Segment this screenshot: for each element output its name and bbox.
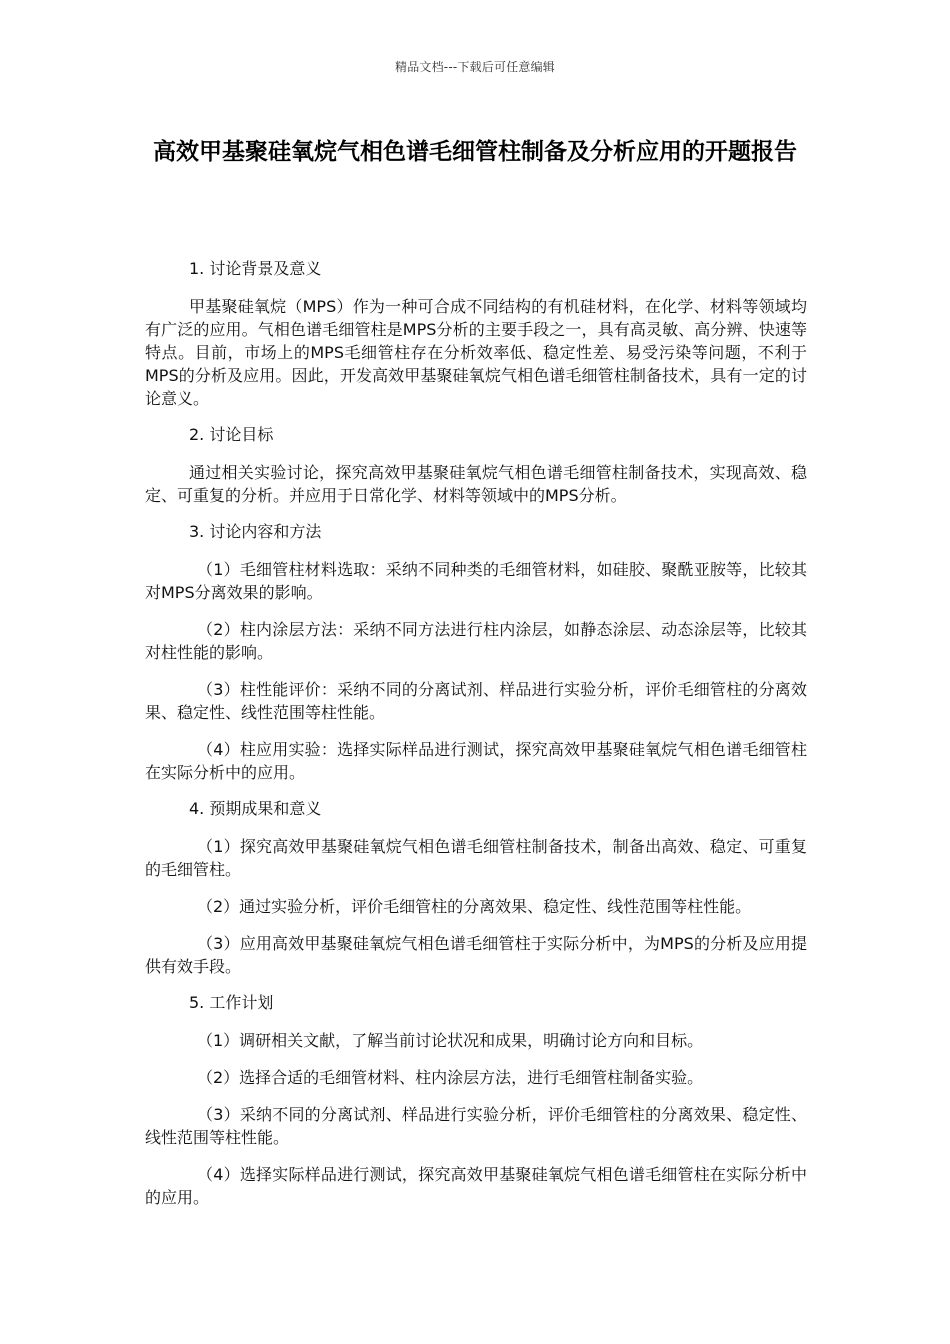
list-item: （2）通过实验分析，评价毛细管柱的分离效果、稳定性、线性范围等柱性能。 bbox=[197, 897, 752, 916]
section-heading-outcomes: 4. 预期成果和意义 bbox=[189, 799, 322, 818]
section-paragraph-background: 甲基聚硅氧烷（MPS）作为一种可合成不同结构的有机硅材料，在化学、材料等领域均有广泛的应用。气相色谱毛细管柱是MPS分析的主要手段之一，具有高灵敏、高分辨、快速等特点。目前，市场上的MPS毛细管柱存在分析效率低、稳定性差、易受污染等问题，不利于MPS的分析及应用。因此，开发高效甲基聚硅氧烷气相色谱毛细管柱制备技术，具有一定的讨论意义。 bbox=[145, 297, 807, 408]
list-item: （1）调研相关文献，了解当前讨论状况和成果，明确讨论方向和目标。 bbox=[197, 1031, 704, 1050]
list-item: （2）柱内涂层方法：采纳不同方法进行柱内涂层，如静态涂层、动态涂层等，比较其对柱性能的影响。 bbox=[145, 620, 807, 662]
document-title: 高效甲基聚硅氧烷气相色谱毛细管柱制备及分析应用的开题报告 bbox=[153, 139, 797, 165]
list-item: （4）选择实际样品进行测试，探究高效甲基聚硅氧烷气相色谱毛细管柱在实际分析中的应用。 bbox=[145, 1165, 807, 1207]
list-item: （3）应用高效甲基聚硅氧烷气相色谱毛细管柱于实际分析中，为MPS的分析及应用提供有效手段。 bbox=[145, 934, 807, 976]
section-heading-goals: 2. 讨论目标 bbox=[189, 425, 274, 444]
list-item: （3）采纳不同的分离试剂、样品进行实验分析，评价毛细管柱的分离效果、稳定性、线性范围等柱性能。 bbox=[145, 1105, 807, 1147]
list-item: （2）选择合适的毛细管材料、柱内涂层方法，进行毛细管柱制备实验。 bbox=[197, 1068, 704, 1087]
list-item: （4）柱应用实验：选择实际样品进行测试，探究高效甲基聚硅氧烷气相色谱毛细管柱在实际分析中的应用。 bbox=[145, 740, 807, 782]
section-heading-methods: 3. 讨论内容和方法 bbox=[189, 522, 322, 541]
list-item: （1）毛细管柱材料选取：采纳不同种类的毛细管材料，如硅胶、聚酰亚胺等，比较其对MPS分离效果的影响。 bbox=[145, 560, 807, 602]
page-header-note: 精品文档---下载后可任意编辑 bbox=[395, 60, 555, 74]
section-heading-background: 1. 讨论背景及意义 bbox=[189, 259, 322, 278]
section-heading-plan: 5. 工作计划 bbox=[189, 993, 274, 1012]
section-paragraph-goals: 通过相关实验讨论，探究高效甲基聚硅氧烷气相色谱毛细管柱制备技术，实现高效、稳定、可重复的分析。并应用于日常化学、材料等领域中的MPS分析。 bbox=[145, 463, 807, 505]
list-item: （3）柱性能评价：采纳不同的分离试剂、样品进行实验分析，评价毛细管柱的分离效果、稳定性、线性范围等柱性能。 bbox=[145, 680, 807, 722]
list-item: （1）探究高效甲基聚硅氧烷气相色谱毛细管柱制备技术，制备出高效、稳定、可重复的毛细管柱。 bbox=[145, 837, 807, 879]
document-body bbox=[145, 258, 807, 1223]
